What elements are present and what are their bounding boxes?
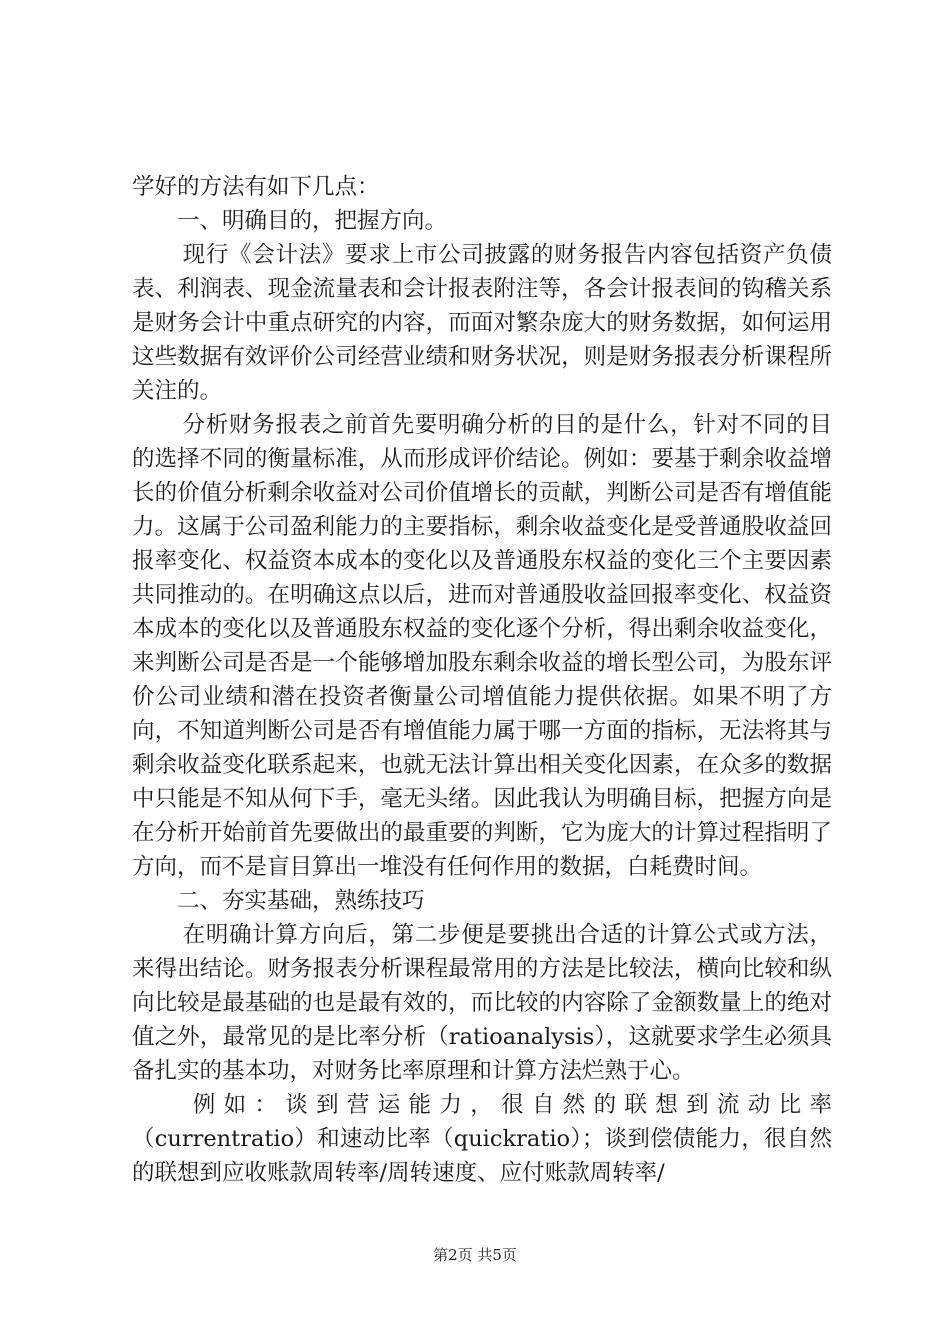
document-body — [132, 170, 832, 1190]
section-heading-2: 二、夯实基础，熟练技巧 — [177, 888, 425, 914]
section-heading-1: 一、明确目的，把握方向。 — [177, 208, 448, 234]
paragraph-methods: 在明确计算方向后，第二步便是要挑出合适的计算公式或方法，来得出结论。财务报表分析课程最常用的方法是比较法，横向比较和纵向比较是最基础的也是最有效的，而比较的内容除了金额数量上的绝对值之外，最常见的是比率分析（ratioanalysis），这就要求学生必须具备扎实的基本功，对财务比率原理和计算方法烂熟于心。 — [132, 922, 832, 1084]
paragraph-example: 例如：谈到营运能力，很自然的联想到流动比率（currentratio）和速动比率（quickratio）；谈到偿债能力，很自然的联想到应收账款周转率/周转速度、应付账款周转率/ — [132, 1092, 832, 1186]
paragraph-accounting-law: 现行《会计法》要求上市公司披露的财务报告内容包括资产负债表、利润表、现金流量表和会计报表附注等，各会计报表间的钩稽关系是财务会计中重点研究的内容，而面对繁杂庞大的财务数据，如何运用这些数据有效评价公司经营业绩和财务状况，则是财务报表分析课程所关注的。 — [132, 242, 832, 404]
page-number-footer: 第2页 共5页 — [433, 1246, 517, 1264]
paragraph-intro: 学好的方法有如下几点： — [132, 174, 380, 200]
paragraph-analysis-purpose: 分析财务报表之前首先要明确分析的目的是什么，针对不同的目的选择不同的衡量标准，从而形成评价结论。例如：要基于剩余收益增长的价值分析剩余收益对公司价值增长的贡献，判断公司是否有增值能力。这属于公司盈利能力的主要指标，剩余收益变化是受普通股收益回报率变化、权益资本成本的变化以及普通股东权益的变化三个主要因素共同推动的。在明确这点以后，进而对普通股收益回报率变化、权益资本成本的变化以及普通股东权益的变化逐个分析，得出剩余收益变化，来判断公司是否是一个能够增加股东剩余收益的增长型公司，为股东评价公司业绩和潜在投资者衡量公司增值能力提供依据。如果不明了方向，不知道判断公司是否有增值能力属于哪一方面的指标，无法将其与剩余收益变化联系起来，也就无法计算出相关变化因素，在众多的数据中只能是不知从何下手，毫无头绪。因此我认为明确目标，把握方向是在分析开始前首先要做出的最重要的判断，它为庞大的计算过程指明了方向，而不是盲目算出一堆没有任何作用的数据，白耗费时间。 — [132, 412, 832, 880]
